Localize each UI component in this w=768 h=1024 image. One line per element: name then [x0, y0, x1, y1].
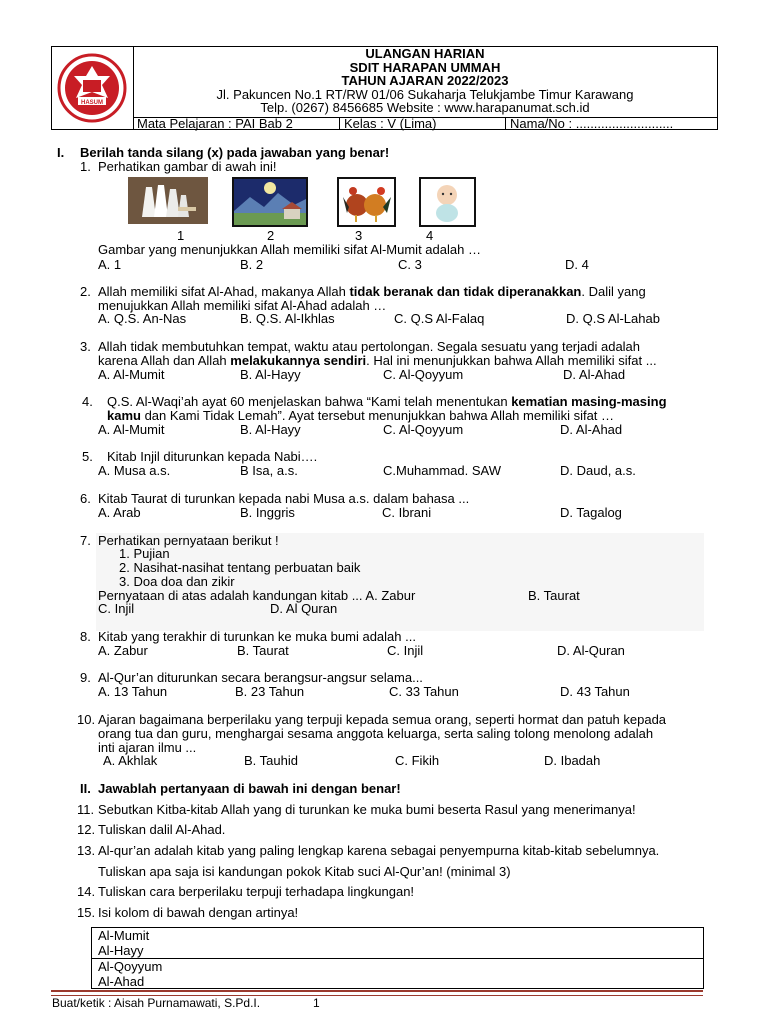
picture-1-shrouded-bodies: [128, 177, 204, 224]
school-logo: [52, 48, 132, 128]
q2-line-2: menujukkan Allah memiliki sifat Al-Ahad adalah …: [98, 298, 387, 313]
q2-text-part: . Dalil yang: [581, 284, 646, 299]
q5-option-c[interactable]: C.Muhammad. SAW: [383, 463, 501, 478]
q4-emphasis: kematian masing-masing: [511, 394, 667, 409]
q9-option-a[interactable]: A. 13 Tahun: [98, 684, 168, 699]
q15-number: 15.: [77, 905, 96, 920]
logo-cell: [52, 47, 134, 129]
q8-option-a[interactable]: A. Zabur: [98, 643, 148, 658]
q2-number: 2.: [80, 284, 91, 299]
picture-label-4: 4: [426, 228, 434, 243]
answer-table-1[interactable]: [91, 927, 704, 959]
q2-text-part: Allah memiliki sifat Al-Ahad, makanya Allah: [98, 284, 350, 299]
name-cell[interactable]: Nama/No : ...........................: [510, 116, 674, 131]
section-1-number: I.: [57, 145, 65, 160]
q13-text-2: Tuliskan apa saja isi kandungan pokok Kitab suci Al-Qur’an! (minimal 3): [98, 864, 511, 879]
q5-number: 5.: [82, 449, 93, 464]
q5-text: Kitab Injil diturunkan kepada Nabi….: [107, 449, 318, 464]
q3-line-1: Allah tidak membutuhkan tempat, waktu atau pertolongan. Segala sesuatu yang terjadi adalah: [98, 339, 641, 354]
q5-option-b[interactable]: B Isa, a.s.: [240, 463, 298, 478]
q4-option-a[interactable]: A. Al-Mumit: [98, 422, 165, 437]
q4-text-part: dan Kami Tidak Lemah”. Ayat tersebut menunjukkan bahwa Allah memiliki sifat …: [140, 408, 615, 423]
header-titles: [133, 47, 717, 117]
q6-option-d[interactable]: D. Tagalog: [560, 505, 622, 520]
q13-number: 13.: [77, 843, 96, 858]
q11-number: 11.: [77, 802, 95, 817]
table-row: Al-Ahad: [98, 974, 145, 989]
header-contact: Telp. (0267) 8456685 Website : www.harapanumat.sch.id: [260, 100, 590, 115]
q3-emphasis: melakukannya sendiri: [230, 353, 367, 368]
picture-2-night-landscape: [232, 177, 308, 227]
q10-line-3: inti ajaran ilmu ...: [98, 740, 197, 755]
header-title-1: ULANGAN HARIAN: [365, 46, 485, 61]
q3-option-b[interactable]: B. Al-Hayy: [240, 367, 301, 382]
class-cell: Kelas : V (Lima): [340, 118, 506, 130]
answer-table-2[interactable]: [91, 958, 704, 989]
q13-text: Al-qur’an adalah kitab yang paling lengkap karena sebagai penyempurna kitab-kitab sebelumnya.: [98, 843, 660, 858]
subject-cell: Mata Pelajaran : PAI Bab 2: [133, 118, 340, 130]
q4-option-b[interactable]: B. Al-Hayy: [240, 422, 301, 437]
picture-label-2: 2: [267, 228, 275, 243]
q7-option-b[interactable]: B. Taurat: [528, 588, 580, 603]
q1-option-c[interactable]: C. 3: [398, 257, 422, 272]
q9-number: 9.: [80, 670, 91, 685]
q6-text: Kitab Taurat di turunkan kepada nabi Musa a.s. dalam bahasa ...: [98, 491, 470, 506]
q10-number: 10.: [77, 712, 96, 727]
q8-text: Kitab yang terakhir di turunkan ke muka bumi adalah ...: [98, 629, 416, 644]
q10-line-2: orang tua dan guru, menghargai sesama anggota keluarga, serta saling tolong menolong adalah: [98, 726, 654, 741]
header-address: Jl. Pakuncen No.1 RT/RW 01/06 Sukaharja Telukjambe Timur Karawang: [216, 86, 634, 102]
q15-text: Isi kolom di bawah dengan artinya!: [98, 905, 299, 920]
q2-option-c[interactable]: C. Q.S Al-Falaq: [394, 311, 485, 326]
q12-number: 12.: [77, 822, 96, 837]
q4-emphasis: kamu: [107, 408, 141, 423]
q10-option-a[interactable]: A. Akhlak: [103, 753, 158, 768]
q4-number: 4.: [82, 394, 93, 409]
q5-option-a[interactable]: A. Musa a.s.: [98, 463, 171, 478]
header-title-2: SDIT HARAPAN UMMAH: [349, 59, 501, 75]
exam-header: [51, 46, 718, 130]
table-row: Al-Qoyyum: [98, 959, 163, 974]
section-1-title: Berilah tanda silang (x) pada jawaban yang benar!: [80, 145, 390, 160]
q2-emphasis: tidak beranak dan tidak diperanakkan: [349, 284, 582, 299]
q9-text: Al-Qur’an diturunkan secara berangsur-angsur selama...: [98, 670, 423, 685]
q3-text-part: karena Allah dan Allah: [98, 353, 231, 368]
q1-number: 1.: [80, 159, 91, 174]
q1-option-b[interactable]: B. 2: [240, 257, 264, 272]
q3-option-c[interactable]: C. Al-Qoyyum: [383, 367, 464, 382]
q14-number: 14.: [77, 884, 96, 899]
q1-option-d[interactable]: D. 4: [565, 257, 589, 272]
q10-option-c[interactable]: C. Fikih: [395, 753, 440, 768]
q7-option-c[interactable]: C. Injil: [98, 601, 135, 616]
picture-3-roosters: [337, 177, 396, 227]
q3-text-part: . Hal ini menunjukkan bahwa Allah memiliki sifat ...: [366, 353, 657, 368]
q3-number: 3.: [80, 339, 91, 354]
q6-option-b[interactable]: B. Inggris: [240, 505, 295, 520]
table-row: Al-Hayy: [98, 943, 144, 958]
q2-option-a[interactable]: A. Q.S. An-Nas: [98, 311, 187, 326]
q9-option-c[interactable]: C. 33 Tahun: [389, 684, 459, 699]
q2-line-1: [98, 284, 646, 299]
q3-line-2: [98, 353, 657, 368]
q6-option-a[interactable]: A. Arab: [98, 505, 141, 520]
q6-option-c[interactable]: C. Ibrani: [382, 505, 432, 520]
q7-question: Pernyataan di atas adalah kandungan kitab ... A. Zabur: [98, 588, 416, 603]
q4-text-part: Q.S. Al-Waqi’ah ayat 60 menjelaskan bahwa “Kami telah menentukan: [107, 394, 512, 409]
q4-option-c[interactable]: C. Al-Qoyyum: [383, 422, 464, 437]
q3-option-d[interactable]: D. Al-Ahad: [563, 367, 626, 382]
q1-option-a[interactable]: A. 1: [98, 257, 122, 272]
picture-label-3: 3: [355, 228, 363, 243]
section-2-number: II.: [80, 781, 91, 796]
q14-text: Tuliskan cara berperilaku terpuji terhadapa lingkungan!: [98, 884, 415, 899]
table-row: Al-Mumit: [98, 928, 150, 943]
q8-number: 8.: [80, 629, 91, 644]
section-2-title: Jawablah pertanyaan di bawah ini dengan benar!: [98, 781, 401, 796]
picture-4-baby: [419, 177, 476, 227]
q7-option-d[interactable]: D. Al Quran: [270, 601, 338, 616]
q9-option-d[interactable]: D. 43 Tahun: [560, 684, 630, 699]
q10-option-d[interactable]: D. Ibadah: [544, 753, 601, 768]
q7-number: 7.: [80, 533, 91, 548]
q12-text: Tuliskan dalil Al-Ahad.: [98, 822, 226, 837]
header-info-row: [133, 117, 717, 130]
q2-option-d[interactable]: D. Q.S Al-Lahab: [566, 311, 660, 326]
q8-option-c[interactable]: C. Injil: [387, 643, 424, 658]
q6-number: 6.: [80, 491, 91, 506]
q7-item-1: 1. Pujian: [119, 546, 170, 561]
logo-text: HASUM: [81, 100, 103, 106]
q9-option-b[interactable]: B. 23 Tahun: [235, 684, 305, 699]
q4-option-d[interactable]: D. Al-Ahad: [560, 422, 623, 437]
q10-option-b[interactable]: B. Tauhid: [244, 753, 298, 768]
header-title-3: TAHUN AJARAN 2022/2023: [341, 73, 509, 88]
footer-author: Buat/ketik : Aisah Purnamawati, S.Pd.I.: [52, 996, 261, 1010]
q8-option-b[interactable]: B. Taurat: [237, 643, 289, 658]
q4-line-1: [107, 394, 667, 409]
picture-label-1: 1: [177, 228, 185, 243]
q11-text: Sebutkan Kitba-kitab Allah yang di turunkan ke muka bumi beserta Rasul yang menerimanya!: [98, 802, 636, 817]
q4-line-2: [107, 408, 614, 423]
q3-option-a[interactable]: A. Al-Mumit: [98, 367, 165, 382]
q2-option-b[interactable]: B. Q.S. Al-Ikhlas: [240, 311, 335, 326]
q7-item-3: 3. Doa doa dan zikir: [119, 574, 235, 589]
footer-page-number: 1: [313, 996, 320, 1010]
q5-option-d[interactable]: D. Daud, a.s.: [560, 463, 636, 478]
q8-option-d[interactable]: D. Al-Quran: [557, 643, 625, 658]
q7-text: Perhatikan pernyataan berikut !: [98, 533, 279, 548]
q10-line-1: Ajaran bagaimana berperilaku yang terpuji kepada semua orang, seperti hormat dan patuh kepada: [98, 712, 667, 727]
q7-item-2: 2. Nasihat-nasihat tentang perbuatan baik: [119, 560, 361, 575]
q1-text: Perhatikan gambar di awah ini!: [98, 159, 277, 174]
q1-question: Gambar yang menunjukkan Allah memiliki sifat Al-Mumit adalah …: [98, 242, 481, 257]
